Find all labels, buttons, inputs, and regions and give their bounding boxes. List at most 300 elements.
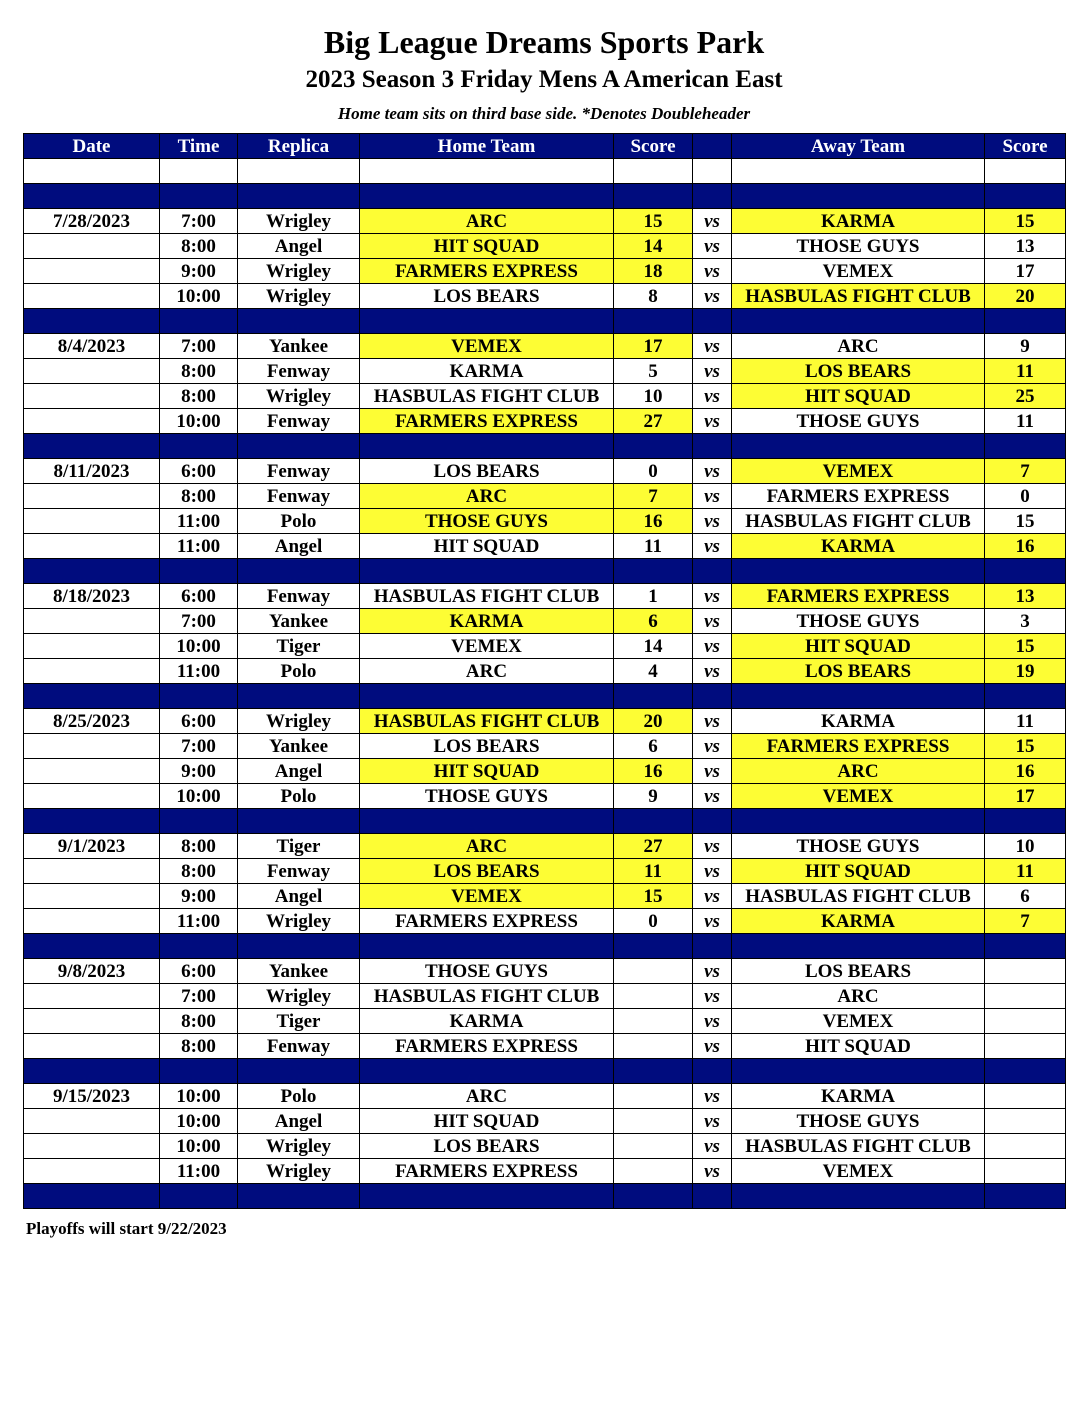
away-team-cell: KARMA xyxy=(732,534,985,559)
replica-cell: Wrigley xyxy=(238,909,360,934)
date-cell xyxy=(24,609,160,634)
time-cell: 8:00 xyxy=(160,834,238,859)
date-cell: 7/28/2023 xyxy=(24,209,160,234)
home-score-cell: 11 xyxy=(614,859,693,884)
time-cell: 8:00 xyxy=(160,484,238,509)
away-score-cell: 16 xyxy=(985,534,1066,559)
away-score-cell: 17 xyxy=(985,784,1066,809)
game-row xyxy=(24,284,1066,309)
playoffs-note: Playoffs will start 9/22/2023 xyxy=(26,1219,227,1238)
date-cell: 8/11/2023 xyxy=(24,459,160,484)
game-row xyxy=(24,1034,1066,1059)
away-score-cell: 10 xyxy=(985,834,1066,859)
replica-cell: Wrigley xyxy=(238,209,360,234)
date-cell: 9/1/2023 xyxy=(24,834,160,859)
away-score-cell: 13 xyxy=(985,584,1066,609)
time-cell: 10:00 xyxy=(160,1109,238,1134)
home-team-cell: HIT SQUAD xyxy=(360,1109,614,1134)
date-cell xyxy=(24,884,160,909)
date-cell xyxy=(24,734,160,759)
vs-cell: vs xyxy=(693,1009,732,1034)
replica-cell: Angel xyxy=(238,234,360,259)
away-score-cell: 7 xyxy=(985,909,1066,934)
time-cell: 10:00 xyxy=(160,1134,238,1159)
date-cell: 9/8/2023 xyxy=(24,959,160,984)
away-team-cell: THOSE GUYS xyxy=(732,1109,985,1134)
page-subtitle: 2023 Season 3 Friday Mens A American East xyxy=(305,66,783,93)
replica-cell: Yankee xyxy=(238,609,360,634)
time-cell: 10:00 xyxy=(160,1084,238,1109)
away-score-cell xyxy=(985,1109,1066,1134)
home-score-cell xyxy=(614,959,693,984)
time-cell: 7:00 xyxy=(160,734,238,759)
vs-cell: vs xyxy=(693,609,732,634)
away-score-cell: 11 xyxy=(985,859,1066,884)
away-team-cell: KARMA xyxy=(732,1084,985,1109)
away-team-cell: THOSE GUYS xyxy=(732,409,985,434)
time-cell: 6:00 xyxy=(160,709,238,734)
away-team-cell: HASBULAS FIGHT CLUB xyxy=(732,284,985,309)
replica-cell: Polo xyxy=(238,784,360,809)
home-team-cell: HIT SQUAD xyxy=(360,759,614,784)
vs-cell: vs xyxy=(693,759,732,784)
away-team-cell: FARMERS EXPRESS xyxy=(732,584,985,609)
time-cell: 11:00 xyxy=(160,509,238,534)
away-score-cell: 15 xyxy=(985,509,1066,534)
home-team-cell: ARC xyxy=(360,834,614,859)
time-cell: 8:00 xyxy=(160,234,238,259)
game-row xyxy=(24,1109,1066,1134)
vs-cell: vs xyxy=(693,634,732,659)
away-team-cell: ARC xyxy=(732,334,985,359)
vs-cell: vs xyxy=(693,409,732,434)
date-cell xyxy=(24,384,160,409)
date-cell xyxy=(24,284,160,309)
home-score-cell: 0 xyxy=(614,459,693,484)
home-team-cell: HASBULAS FIGHT CLUB xyxy=(360,709,614,734)
away-score-cell: 17 xyxy=(985,259,1066,284)
game-row xyxy=(24,1084,1066,1109)
home-score-cell: 6 xyxy=(614,609,693,634)
away-team-cell: KARMA xyxy=(732,209,985,234)
date-cell xyxy=(24,1109,160,1134)
home-team-cell: THOSE GUYS xyxy=(360,784,614,809)
home-score-cell xyxy=(614,984,693,1009)
time-cell: 7:00 xyxy=(160,334,238,359)
date-cell xyxy=(24,759,160,784)
replica-cell: Angel xyxy=(238,759,360,784)
time-cell: 10:00 xyxy=(160,634,238,659)
vs-cell: vs xyxy=(693,784,732,809)
week-separator-row xyxy=(24,434,1066,459)
home-score-cell: 5 xyxy=(614,359,693,384)
week-separator-row xyxy=(24,1184,1066,1209)
time-cell: 10:00 xyxy=(160,284,238,309)
replica-cell: Fenway xyxy=(238,484,360,509)
game-row xyxy=(24,359,1066,384)
home-score-cell: 11 xyxy=(614,534,693,559)
replica-cell: Yankee xyxy=(238,734,360,759)
home-score-cell: 0 xyxy=(614,909,693,934)
game-row xyxy=(24,334,1066,359)
home-score-cell: 7 xyxy=(614,484,693,509)
home-score-cell: 16 xyxy=(614,509,693,534)
home-score-cell: 6 xyxy=(614,734,693,759)
vs-cell: vs xyxy=(693,284,732,309)
date-cell xyxy=(24,359,160,384)
time-cell: 6:00 xyxy=(160,584,238,609)
date-cell xyxy=(24,659,160,684)
away-team-cell: FARMERS EXPRESS xyxy=(732,484,985,509)
away-team-cell: THOSE GUYS xyxy=(732,234,985,259)
game-row xyxy=(24,409,1066,434)
week-separator-row xyxy=(24,684,1066,709)
replica-cell: Tiger xyxy=(238,1009,360,1034)
home-score-cell: 9 xyxy=(614,784,693,809)
vs-cell: vs xyxy=(693,1034,732,1059)
away-team-cell: HIT SQUAD xyxy=(732,1034,985,1059)
home-team-cell: KARMA xyxy=(360,609,614,634)
date-cell xyxy=(24,259,160,284)
header-row xyxy=(24,134,1066,159)
away-score-cell: 15 xyxy=(985,734,1066,759)
game-row xyxy=(24,734,1066,759)
game-row xyxy=(24,759,1066,784)
game-row xyxy=(24,484,1066,509)
home-score-cell: 10 xyxy=(614,384,693,409)
replica-cell: Wrigley xyxy=(238,984,360,1009)
away-team-cell: VEMEX xyxy=(732,1009,985,1034)
date-cell xyxy=(24,1134,160,1159)
away-team-cell: FARMERS EXPRESS xyxy=(732,734,985,759)
vs-cell: vs xyxy=(693,659,732,684)
home-score-cell: 27 xyxy=(614,409,693,434)
time-cell: 7:00 xyxy=(160,209,238,234)
away-score-cell: 6 xyxy=(985,884,1066,909)
home-team-cell: VEMEX xyxy=(360,634,614,659)
home-score-cell: 20 xyxy=(614,709,693,734)
time-cell: 11:00 xyxy=(160,659,238,684)
away-team-cell: ARC xyxy=(732,984,985,1009)
away-team-cell: VEMEX xyxy=(732,784,985,809)
game-row xyxy=(24,1134,1066,1159)
home-score-cell: 1 xyxy=(614,584,693,609)
date-cell: 9/15/2023 xyxy=(24,1084,160,1109)
time-cell: 9:00 xyxy=(160,759,238,784)
week-separator-row xyxy=(24,184,1066,209)
time-cell: 6:00 xyxy=(160,959,238,984)
home-score-cell: 14 xyxy=(614,634,693,659)
game-row xyxy=(24,584,1066,609)
home-team-cell: HIT SQUAD xyxy=(360,234,614,259)
date-cell xyxy=(24,484,160,509)
vs-cell: vs xyxy=(693,959,732,984)
home-score-cell xyxy=(614,1134,693,1159)
away-score-cell: 11 xyxy=(985,409,1066,434)
away-score-cell: 20 xyxy=(985,284,1066,309)
time-cell: 7:00 xyxy=(160,609,238,634)
col-header-date: Date xyxy=(24,134,160,159)
vs-cell: vs xyxy=(693,359,732,384)
replica-cell: Angel xyxy=(238,884,360,909)
game-row xyxy=(24,634,1066,659)
vs-cell: vs xyxy=(693,334,732,359)
vs-cell: vs xyxy=(693,459,732,484)
time-cell: 9:00 xyxy=(160,259,238,284)
time-cell: 6:00 xyxy=(160,459,238,484)
away-score-cell: 0 xyxy=(985,484,1066,509)
away-team-cell: LOS BEARS xyxy=(732,359,985,384)
game-row xyxy=(24,1159,1066,1184)
away-score-cell xyxy=(985,1134,1066,1159)
game-row xyxy=(24,984,1066,1009)
game-row xyxy=(24,259,1066,284)
away-team-cell: HIT SQUAD xyxy=(732,859,985,884)
home-score-cell xyxy=(614,1009,693,1034)
week-separator-row xyxy=(24,309,1066,334)
time-cell: 8:00 xyxy=(160,859,238,884)
home-score-cell: 18 xyxy=(614,259,693,284)
replica-cell: Wrigley xyxy=(238,1134,360,1159)
replica-cell: Yankee xyxy=(238,334,360,359)
date-cell: 8/18/2023 xyxy=(24,584,160,609)
replica-cell: Wrigley xyxy=(238,709,360,734)
date-cell xyxy=(24,1159,160,1184)
away-score-cell xyxy=(985,1009,1066,1034)
col-header-vs xyxy=(693,134,732,159)
home-team-cell: LOS BEARS xyxy=(360,734,614,759)
game-row xyxy=(24,1009,1066,1034)
vs-cell: vs xyxy=(693,1084,732,1109)
vs-cell: vs xyxy=(693,509,732,534)
away-team-cell: HIT SQUAD xyxy=(732,384,985,409)
vs-cell: vs xyxy=(693,584,732,609)
away-score-cell: 15 xyxy=(985,634,1066,659)
date-cell xyxy=(24,784,160,809)
away-score-cell: 11 xyxy=(985,709,1066,734)
date-cell xyxy=(24,409,160,434)
replica-cell: Fenway xyxy=(238,409,360,434)
home-team-cell: VEMEX xyxy=(360,334,614,359)
vs-cell: vs xyxy=(693,484,732,509)
game-row xyxy=(24,534,1066,559)
vs-cell: vs xyxy=(693,234,732,259)
away-team-cell: VEMEX xyxy=(732,1159,985,1184)
col-header-time: Time xyxy=(160,134,238,159)
home-score-cell: 15 xyxy=(614,884,693,909)
away-score-cell: 16 xyxy=(985,759,1066,784)
date-cell xyxy=(24,534,160,559)
date-cell: 8/25/2023 xyxy=(24,709,160,734)
col-header-home-score: Score xyxy=(614,134,693,159)
game-row xyxy=(24,209,1066,234)
vs-cell: vs xyxy=(693,984,732,1009)
replica-cell: Polo xyxy=(238,509,360,534)
col-header-away-score: Score xyxy=(985,134,1066,159)
replica-cell: Wrigley xyxy=(238,259,360,284)
home-team-cell: ARC xyxy=(360,209,614,234)
vs-cell: vs xyxy=(693,709,732,734)
replica-cell: Angel xyxy=(238,1109,360,1134)
home-team-cell: HASBULAS FIGHT CLUB xyxy=(360,384,614,409)
vs-cell: vs xyxy=(693,384,732,409)
away-score-cell xyxy=(985,1034,1066,1059)
away-score-cell: 9 xyxy=(985,334,1066,359)
replica-cell: Fenway xyxy=(238,359,360,384)
away-score-cell: 15 xyxy=(985,209,1066,234)
home-team-cell: ARC xyxy=(360,659,614,684)
time-cell: 11:00 xyxy=(160,1159,238,1184)
away-team-cell: HASBULAS FIGHT CLUB xyxy=(732,884,985,909)
vs-cell: vs xyxy=(693,1159,732,1184)
away-team-cell: HASBULAS FIGHT CLUB xyxy=(732,1134,985,1159)
home-score-cell xyxy=(614,1109,693,1134)
away-score-cell xyxy=(985,1084,1066,1109)
time-cell: 8:00 xyxy=(160,359,238,384)
home-team-cell: FARMERS EXPRESS xyxy=(360,1159,614,1184)
replica-cell: Tiger xyxy=(238,834,360,859)
replica-cell: Fenway xyxy=(238,459,360,484)
vs-cell: vs xyxy=(693,859,732,884)
home-score-cell: 27 xyxy=(614,834,693,859)
away-team-cell: LOS BEARS xyxy=(732,659,985,684)
game-row xyxy=(24,784,1066,809)
date-cell xyxy=(24,634,160,659)
replica-cell: Fenway xyxy=(238,859,360,884)
vs-cell: vs xyxy=(693,259,732,284)
home-team-cell: FARMERS EXPRESS xyxy=(360,1034,614,1059)
time-cell: 8:00 xyxy=(160,1034,238,1059)
game-row xyxy=(24,959,1066,984)
away-score-cell xyxy=(985,1159,1066,1184)
home-score-cell: 16 xyxy=(614,759,693,784)
vs-cell: vs xyxy=(693,1109,732,1134)
away-score-cell: 3 xyxy=(985,609,1066,634)
replica-cell: Tiger xyxy=(238,634,360,659)
game-row xyxy=(24,709,1066,734)
home-score-cell xyxy=(614,1084,693,1109)
away-score-cell xyxy=(985,959,1066,984)
home-team-cell: VEMEX xyxy=(360,884,614,909)
home-team-cell: FARMERS EXPRESS xyxy=(360,909,614,934)
col-header-away-team: Away Team xyxy=(732,134,985,159)
vs-cell: vs xyxy=(693,834,732,859)
week-separator-row xyxy=(24,1059,1066,1084)
home-team-cell: HASBULAS FIGHT CLUB xyxy=(360,584,614,609)
game-row xyxy=(24,234,1066,259)
date-cell xyxy=(24,234,160,259)
time-cell: 11:00 xyxy=(160,534,238,559)
schedule-table xyxy=(23,133,1066,1209)
date-cell: 8/4/2023 xyxy=(24,334,160,359)
game-row xyxy=(24,884,1066,909)
vs-cell: vs xyxy=(693,909,732,934)
game-row xyxy=(24,909,1066,934)
replica-cell: Fenway xyxy=(238,584,360,609)
vs-cell: vs xyxy=(693,1134,732,1159)
replica-cell: Wrigley xyxy=(238,284,360,309)
away-score-cell: 25 xyxy=(985,384,1066,409)
date-cell xyxy=(24,909,160,934)
week-separator-row xyxy=(24,559,1066,584)
date-cell xyxy=(24,1034,160,1059)
home-team-cell: ARC xyxy=(360,1084,614,1109)
home-team-cell: THOSE GUYS xyxy=(360,509,614,534)
time-cell: 8:00 xyxy=(160,384,238,409)
week-separator-row xyxy=(24,809,1066,834)
time-cell: 10:00 xyxy=(160,784,238,809)
away-team-cell: HASBULAS FIGHT CLUB xyxy=(732,509,985,534)
vs-cell: vs xyxy=(693,734,732,759)
date-cell xyxy=(24,1009,160,1034)
home-team-cell: KARMA xyxy=(360,1009,614,1034)
vs-cell: vs xyxy=(693,884,732,909)
replica-cell: Polo xyxy=(238,1084,360,1109)
home-team-cell: LOS BEARS xyxy=(360,459,614,484)
game-row xyxy=(24,609,1066,634)
away-team-cell: VEMEX xyxy=(732,259,985,284)
col-header-replica: Replica xyxy=(238,134,360,159)
home-score-cell xyxy=(614,1034,693,1059)
time-cell: 9:00 xyxy=(160,884,238,909)
away-score-cell: 19 xyxy=(985,659,1066,684)
week-separator-row xyxy=(24,934,1066,959)
page-title: Big League Dreams Sports Park xyxy=(323,24,765,60)
game-row xyxy=(24,834,1066,859)
replica-cell: Fenway xyxy=(238,1034,360,1059)
home-score-cell: 8 xyxy=(614,284,693,309)
date-cell xyxy=(24,859,160,884)
home-team-cell: ARC xyxy=(360,484,614,509)
replica-cell: Polo xyxy=(238,659,360,684)
replica-cell: Wrigley xyxy=(238,1159,360,1184)
game-row xyxy=(24,384,1066,409)
away-team-cell: ARC xyxy=(732,759,985,784)
home-score-cell: 15 xyxy=(614,209,693,234)
time-cell: 11:00 xyxy=(160,909,238,934)
away-score-cell: 7 xyxy=(985,459,1066,484)
home-team-cell: FARMERS EXPRESS xyxy=(360,409,614,434)
home-team-cell: HASBULAS FIGHT CLUB xyxy=(360,984,614,1009)
date-cell xyxy=(24,984,160,1009)
home-team-cell: LOS BEARS xyxy=(360,284,614,309)
away-team-cell: KARMA xyxy=(732,709,985,734)
home-team-cell: LOS BEARS xyxy=(360,859,614,884)
away-score-cell xyxy=(985,984,1066,1009)
away-score-cell: 13 xyxy=(985,234,1066,259)
game-row xyxy=(24,509,1066,534)
replica-cell: Yankee xyxy=(238,959,360,984)
home-team-cell: HIT SQUAD xyxy=(360,534,614,559)
home-team-cell: KARMA xyxy=(360,359,614,384)
home-team-cell: LOS BEARS xyxy=(360,1134,614,1159)
home-score-cell: 4 xyxy=(614,659,693,684)
time-cell: 10:00 xyxy=(160,409,238,434)
home-score-cell: 17 xyxy=(614,334,693,359)
game-row xyxy=(24,459,1066,484)
replica-cell: Angel xyxy=(238,534,360,559)
vs-cell: vs xyxy=(693,209,732,234)
away-team-cell: LOS BEARS xyxy=(732,959,985,984)
away-team-cell: THOSE GUYS xyxy=(732,609,985,634)
date-cell xyxy=(24,509,160,534)
time-cell: 8:00 xyxy=(160,1009,238,1034)
home-team-cell: THOSE GUYS xyxy=(360,959,614,984)
game-row xyxy=(24,859,1066,884)
home-score-cell: 14 xyxy=(614,234,693,259)
away-team-cell: THOSE GUYS xyxy=(732,834,985,859)
away-score-cell: 11 xyxy=(985,359,1066,384)
